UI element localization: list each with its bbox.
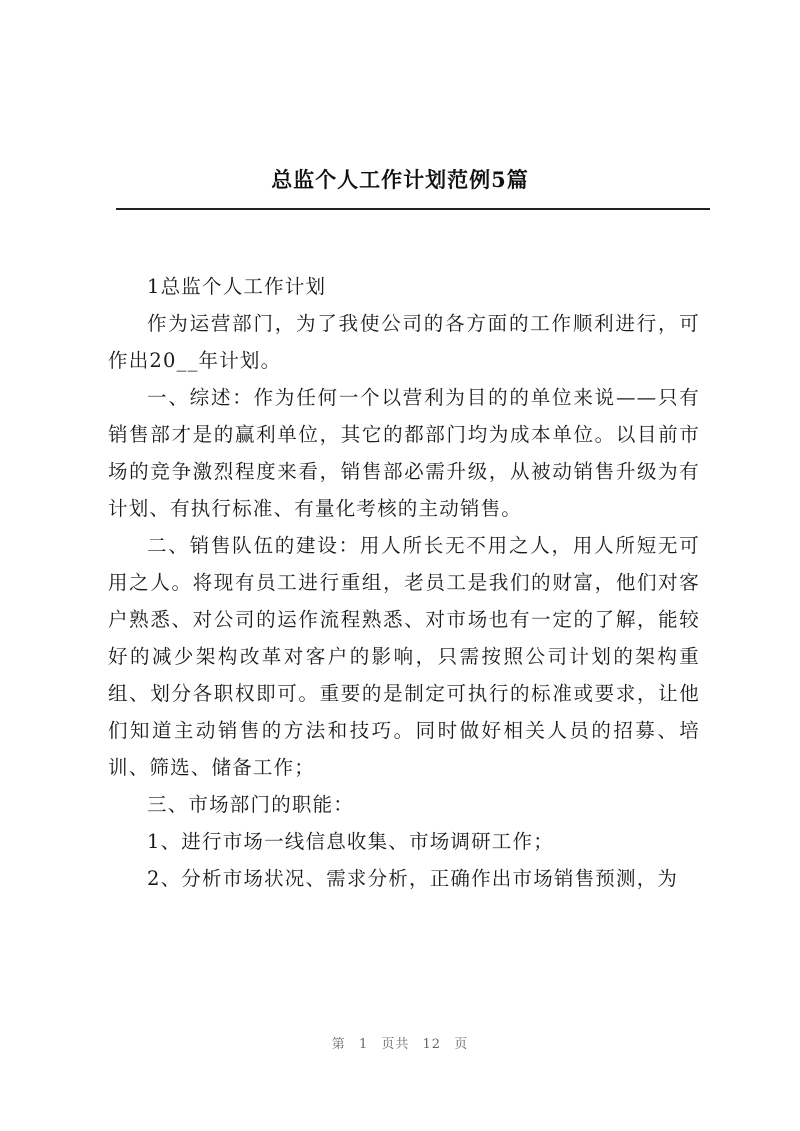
document-title: 总监个人工作计划范例5篇 [271,167,529,192]
body-paragraph: 1总监个人工作计划 [147,275,327,298]
footer-prefix: 第 [331,1037,346,1052]
body-paragraph: 1、进行市场一线信息收集、市场调研工作； [147,830,554,853]
body-paragraph: 二、销售队伍的建设：用人所长无不用之人，用人所短无可用之人。将现有员工进行重组，老员工是我们的财富，他们对客户熟悉、对公司的运作流程熟悉、对市场也有一定的了解，能较好的减少架构改革对客户的影响，只需按照公司计划的架构重组、划分各职权即可。重要的是制定可执行的标准或要求，让他们知道主动销售的方法和技巧。同时做好相关人员的招募、培训、筛选、储备工作； [108,534,700,779]
footer-total-pages: 12 [422,1037,442,1052]
document-body [108,268,700,897]
footer-middle: 页共 [381,1037,410,1052]
page-footer [0,1033,800,1052]
title-divider [116,208,710,210]
body-paragraph: 一、综述：作为任何一个以营利为目的的单位来说——只有销售部才是的赢利单位，其它的都部门均为成本单位。以目前市场的竞争激烈程度来看，销售部必需升级，从被动销售升级为有计划、有执行标准、有量化考核的主动销售。 [108,386,700,520]
body-paragraph: 2、分析市场状况、需求分析，正确作出市场销售预测，为 [147,867,679,890]
body-paragraph: 三、市场部门的职能： [147,793,355,816]
body-paragraph: 作为运营部门，为了我使公司的各方面的工作顺利进行，可作出20__年计划。 [108,312,700,372]
footer-current-page: 1 [358,1037,369,1052]
footer-suffix: 页 [454,1037,469,1052]
